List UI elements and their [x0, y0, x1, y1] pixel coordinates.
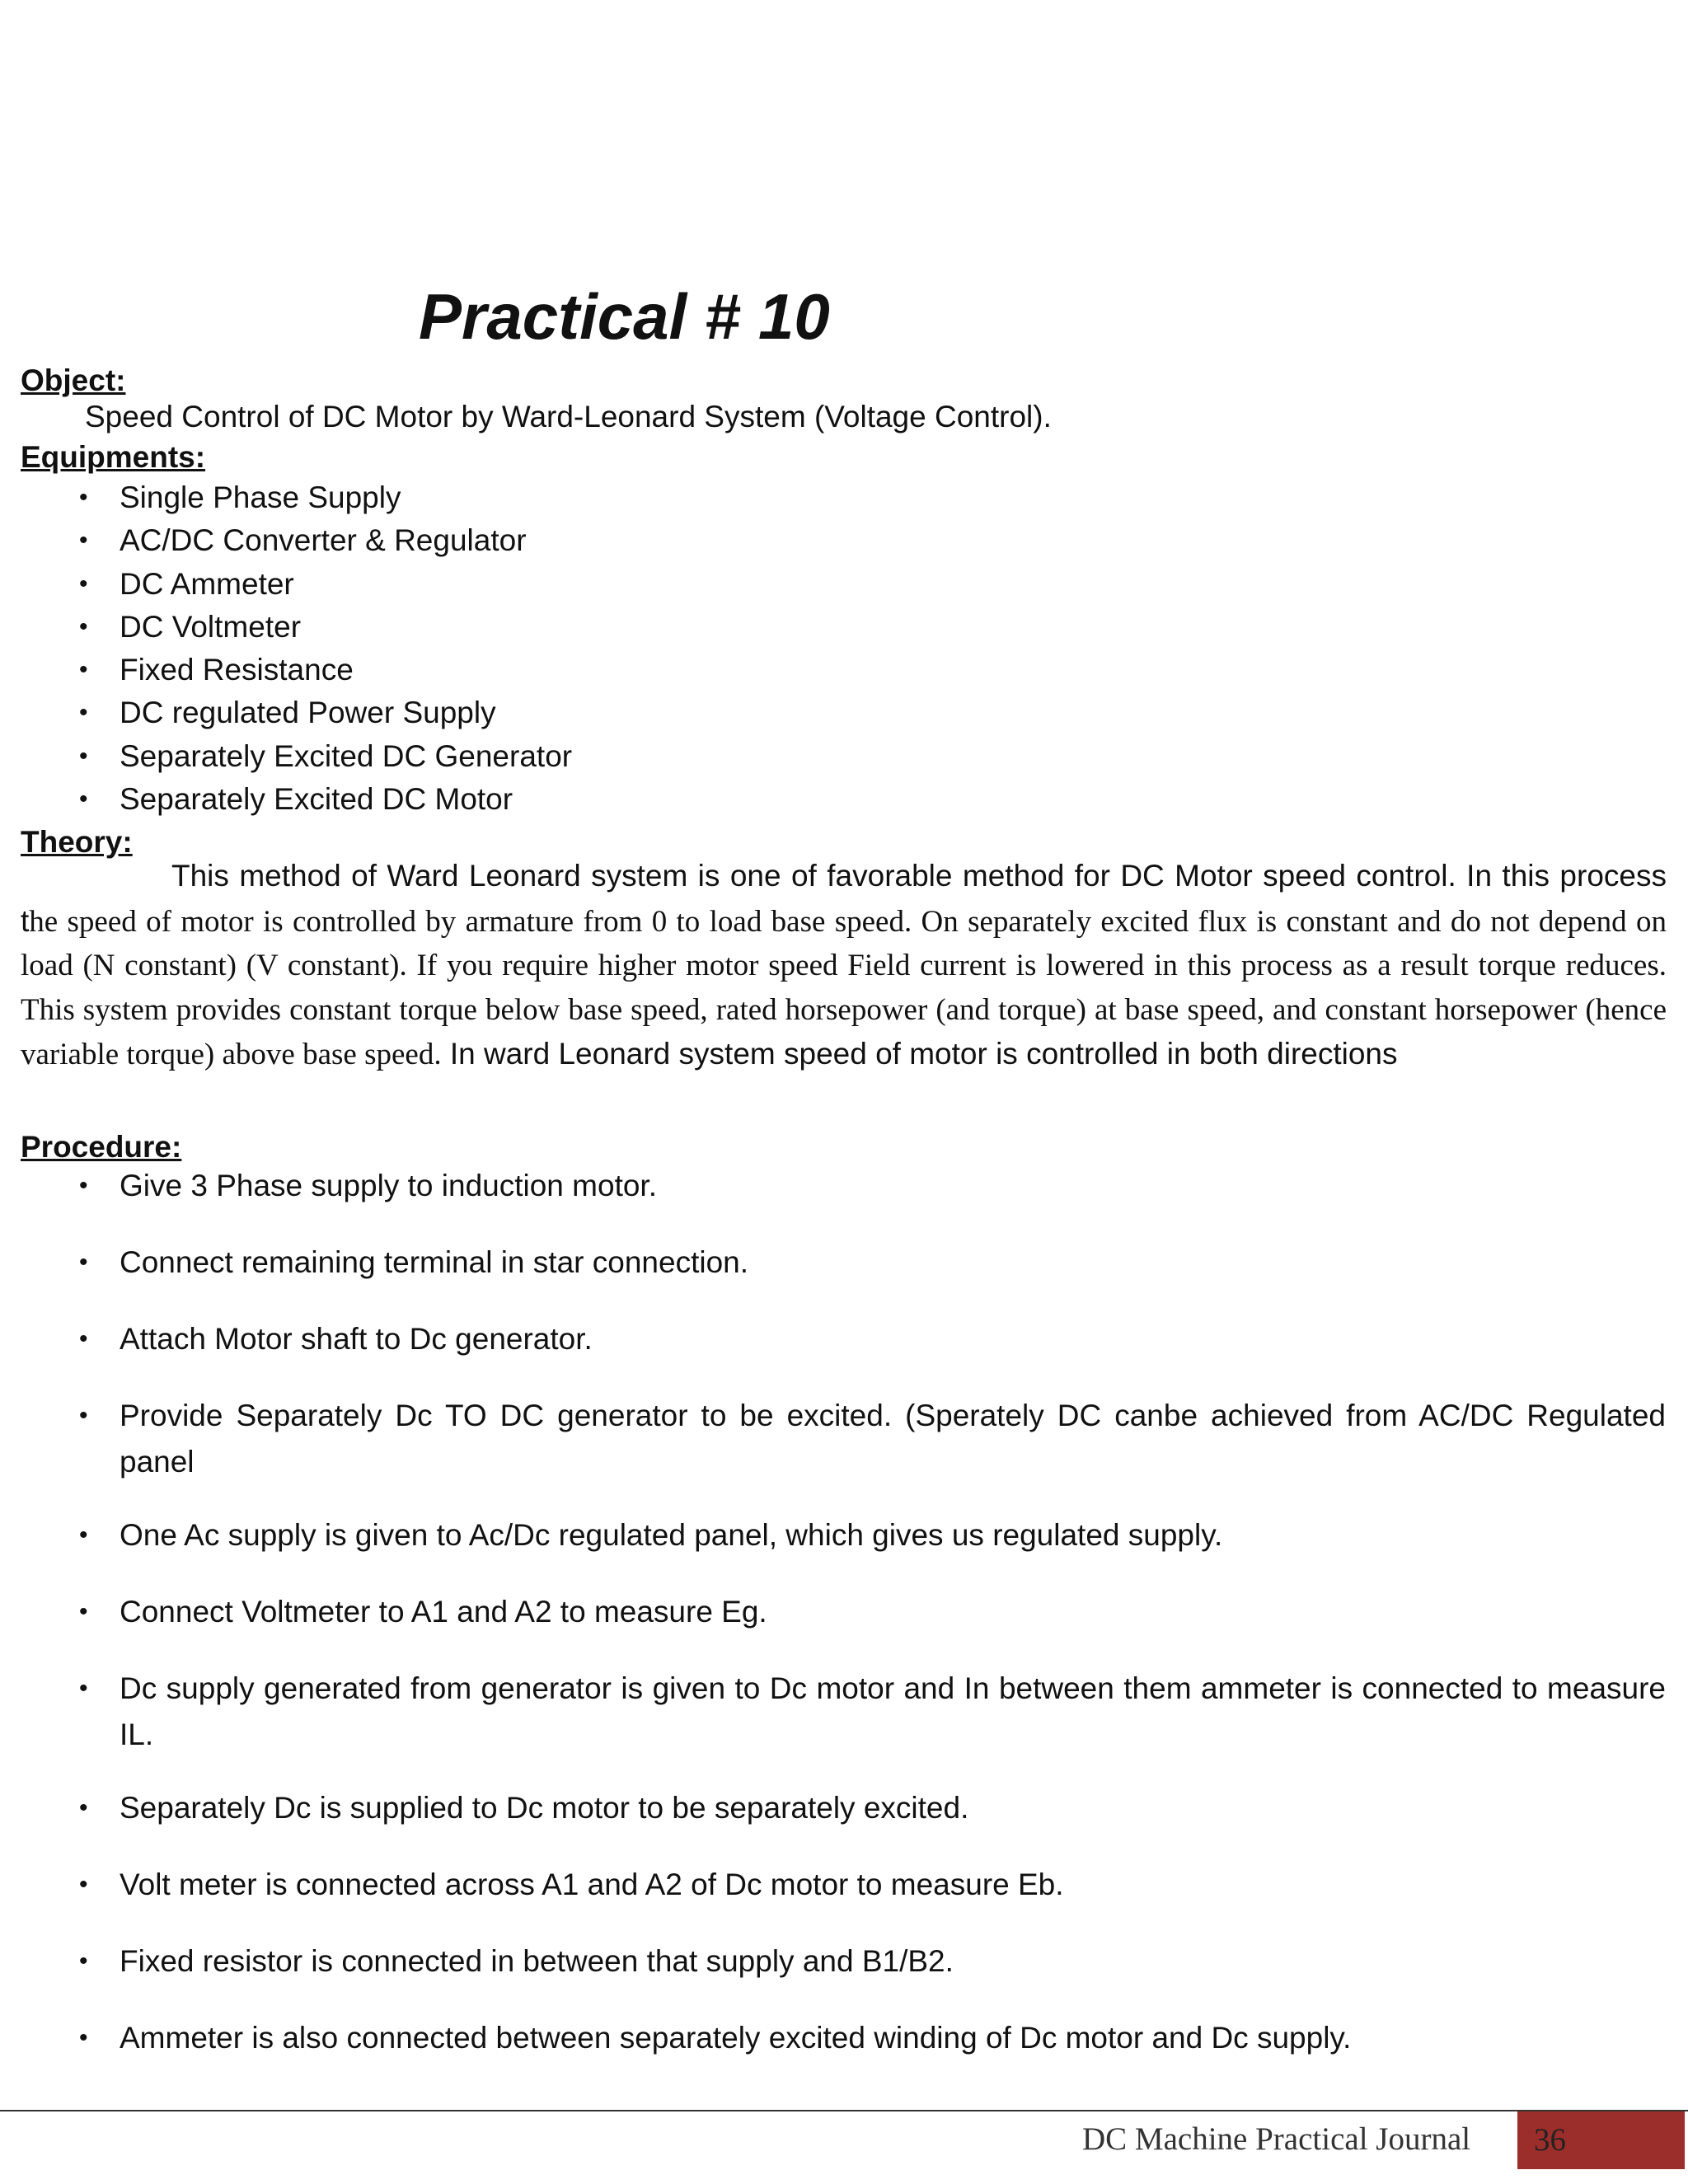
theory-heading: Theory:: [21, 825, 133, 859]
list-item: • Separately Excited DC Motor: [0, 778, 572, 821]
list-item: • Separately Dc is supplied to Dc motor to be separately excited.: [0, 1785, 1666, 1831]
list-item: • Connect Voltmeter to A1 and A2 to measure Eg.: [0, 1589, 1666, 1635]
page-title: Practical # 10: [419, 280, 830, 353]
list-item: • Dc supply generated from generator is given to Dc motor and In between them ammeter is connected to measure IL.: [0, 1666, 1666, 1758]
theory-text-body: he speed of motor is controlled by armature from 0 to load base speed. On separately excited flux is constant and do not depend on load (N constant) (V constant). If you require higher motor speed Field current is lowered in this process as a result torque reduces. This system provides constant torque below base speed, rated horsepower (and torque) at base speed, and constant horsepower (hence variable torque) above base speed.: [21, 904, 1667, 1071]
list-item: • DC Voltmeter: [0, 606, 572, 649]
list-item: • Give 3 Phase supply to induction motor.: [0, 1163, 1666, 1209]
list-item: • Fixed Resistance: [0, 649, 572, 691]
equipment-list: [0, 476, 572, 821]
list-item: • Volt meter is connected across A1 and A2 of Dc motor to measure Eb.: [0, 1862, 1666, 1908]
list-item: • AC/DC Converter & Regulator: [0, 519, 572, 562]
theory-text-intro: This method of Ward Leonard system is one of favorable method for DC Motor speed control. In this process t: [21, 859, 1667, 938]
object-text: Speed Control of DC Motor by Ward-Leonard System (Voltage Control).: [85, 400, 1052, 434]
list-item: • Attach Motor shaft to Dc generator.: [0, 1316, 1666, 1362]
list-item: • DC regulated Power Supply: [0, 691, 572, 734]
theory-paragraph: [21, 857, 1667, 1080]
list-item: • Ammeter is also connected between separately excited winding of Dc motor and Dc supply.: [0, 2015, 1666, 2061]
object-heading: Object:: [21, 363, 126, 397]
list-item: • One Ac supply is given to Ac/Dc regulated panel, which gives us regulated supply.: [0, 1512, 1666, 1558]
list-item: • Single Phase Supply: [0, 476, 572, 519]
footer-journal-title: DC Machine Practical Journal: [1082, 2121, 1471, 2157]
procedure-list: [0, 1163, 1666, 2092]
procedure-heading: Procedure:: [21, 1130, 182, 1164]
equipments-heading: Equipments:: [21, 440, 206, 474]
theory-text-conclusion: In ward Leonard system speed of motor is controlled in both directions: [441, 1037, 1398, 1071]
page-number: 36: [1517, 2111, 1685, 2169]
list-item: • DC Ammeter: [0, 563, 572, 606]
list-item: • Separately Excited DC Generator: [0, 735, 572, 778]
list-item: • Fixed resistor is connected in between that supply and B1/B2.: [0, 1938, 1666, 1985]
footer-divider: [0, 2110, 1688, 2111]
list-item: • Provide Separately Dc TO DC generator to be excited. (Sperately DC canbe achieved from AC/DC Regulated panel: [0, 1393, 1666, 1485]
list-item: • Connect remaining terminal in star connection.: [0, 1240, 1666, 1286]
